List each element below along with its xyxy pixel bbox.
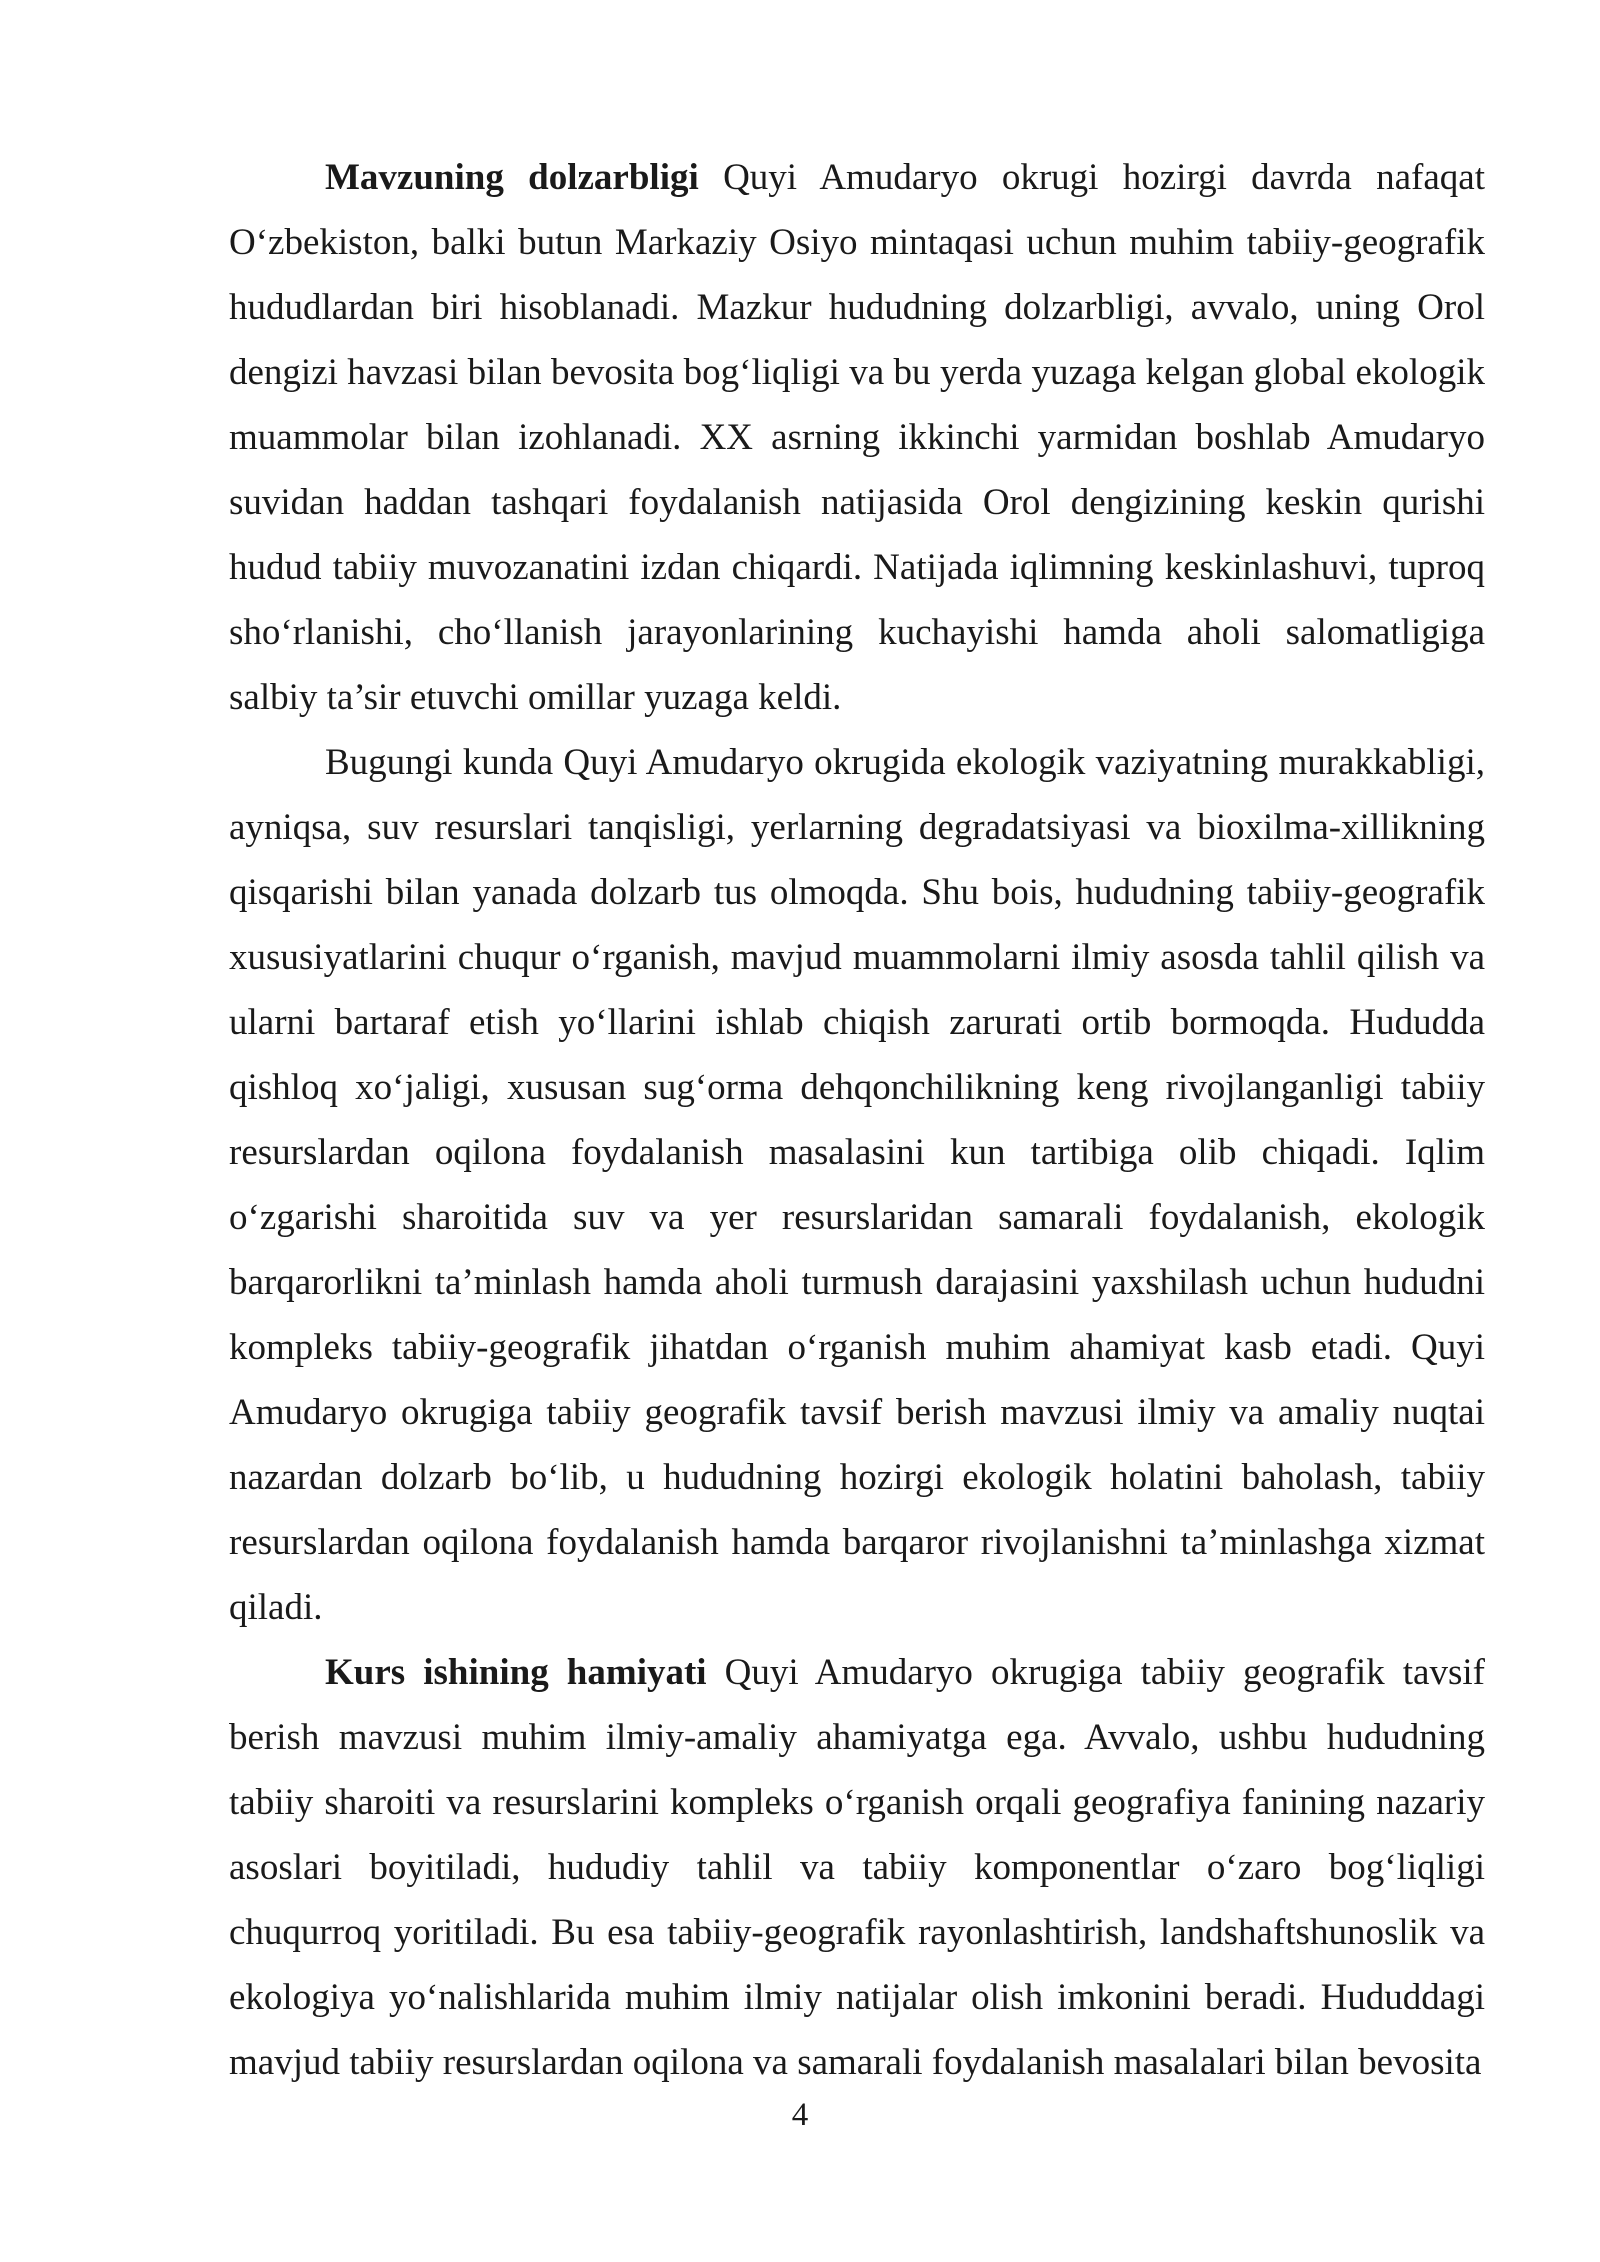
- heading-relevance: Mavzuning dolzarbligi: [325, 157, 699, 198]
- paragraph-current-situation-text: Bugungi kunda Quyi Amudaryo okrugida ekologik vaziyatning murakkabligi, ayniqsa, suv resurslari tanqisligi, yerlarning degradatsiyasi va bioxilma-xillikning qisqarishi bilan yanada dolzarb tus olmoqda. Shu bois, hududning tabiiy-geografik xususiyatlarini chuqur o‘rganish, mavjud muammolarni ilmiy asosda tahlil qilish va ularni bartaraf etish yo‘llarini ishlab chiqish zarurati ortib bormoqda. Hududda qishloq xo‘jaligi, xususan sug‘orma dehqonchilikning keng rivojlanganligi tabiiy resurslardan oqilona foydalanish masalasini kun tartibiga olib chiqadi. Iqlim o‘zgarishi sharoitida suv va yer resurslaridan samarali foydalanish, ekologik barqarorlikni ta’minlash hamda aholi turmush darajasini yaxshilash uchun hududni kompleks tabiiy-geografik jihatdan o‘rganish muhim ahamiyat kasb etadi. Quyi Amudaryo okrugiga tabiiy geografik tavsif berish mavzusi ilmiy va amaliy nuqtai nazardan dolzarb bo‘lib, u hududning hozirgi ekologik holatini baholash, tabiiy resurslardan oqilona foydalanish hamda barqaror rivojlanishni ta’minlashga xizmat qiladi.: [229, 742, 1485, 1628]
- document-page: [229, 145, 1485, 2095]
- paragraph-relevance: [229, 145, 1485, 730]
- paragraph-current-situation: [229, 730, 1485, 1640]
- heading-significance: Kurs ishining hamiyati: [325, 1652, 707, 1693]
- paragraph-relevance-text: Quyi Amudaryo okrugi hozirgi davrda nafaqat O‘zbekiston, balki butun Markaziy Osiyo mintaqasi uchun muhim tabiiy-geografik hududlardan biri hisoblanadi. Mazkur hududning dolzarbligi, avvalo, uning Orol dengizi havzasi bilan bevosita bog‘liqligi va bu yerda yuzaga kelgan global ekologik muammolar bilan izohlanadi. XX asrning ikkinchi yarmidan boshlab Amudaryo suvidan haddan tashqari foydalanish natijasida Orol dengizining keskin qurishi hudud tabiiy muvozanatini izdan chiqardi. Natijada iqlimning keskinlashuvi, tuproq sho‘rlanishi, cho‘llanish jarayonlarining kuchayishi hamda aholi salomatligiga salbiy ta’sir etuvchi omillar yuzaga keldi.: [229, 157, 1486, 718]
- page-number: 4: [791, 2097, 809, 2133]
- paragraph-significance: [229, 1640, 1485, 2095]
- paragraph-significance-text: Quyi Amudaryo okrugiga tabiiy geografik tavsif berish mavzusi muhim ilmiy-amaliy ahamiyatga ega. Avvalo, ushbu hududning tabiiy sharoiti va resurslarini kompleks o‘rganish orqali geografiya fanining nazariy asoslari boyitiladi, hududiy tahlil va tabiiy komponentlar o‘zaro bog‘liqligi chuqurroq yoritiladi. Bu esa tabiiy-geografik rayonlashtirish, landshaftshunoslik va ekologiya yo‘nalishlarida muhim ilmiy natijalar olish imkonini beradi. Hududdagi mavjud tabiiy resurslardan oqilona va samarali foydalanish masalalari bilan bevosita: [229, 1652, 1485, 2083]
